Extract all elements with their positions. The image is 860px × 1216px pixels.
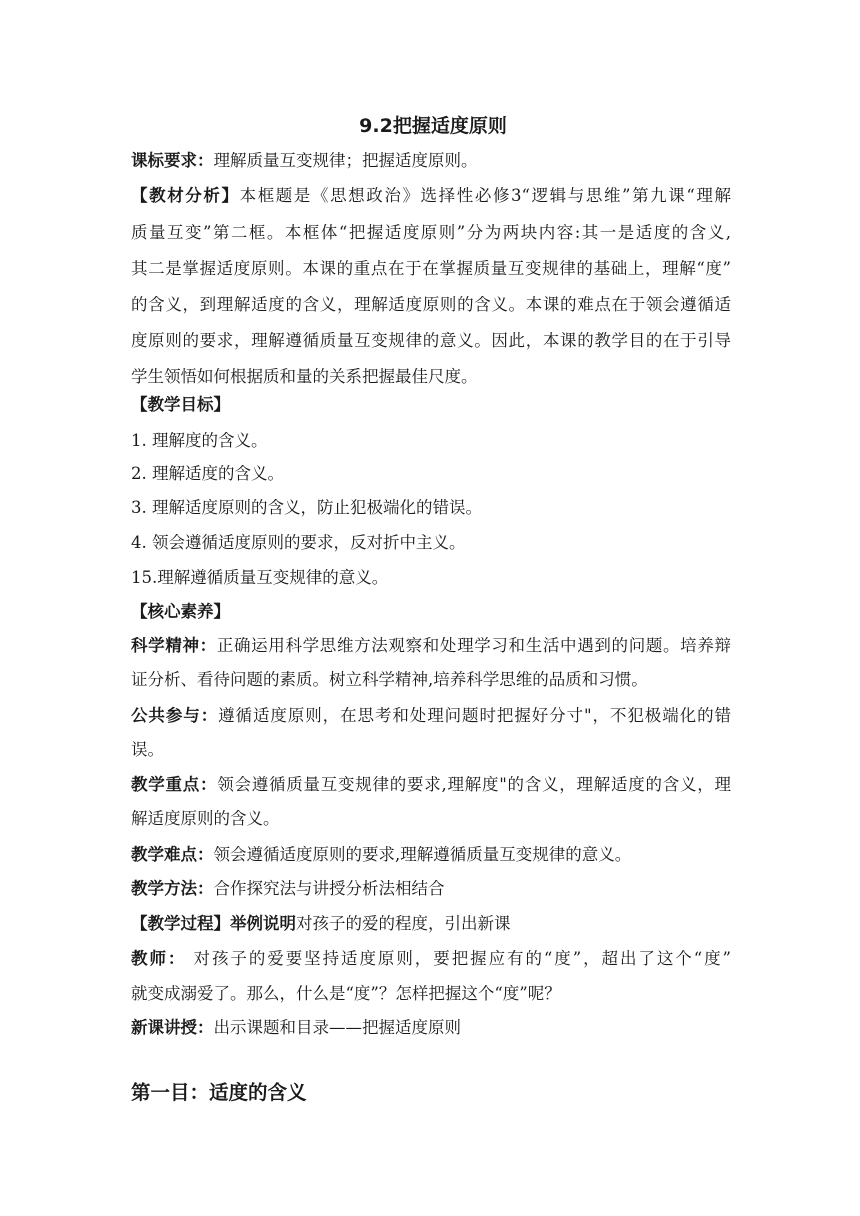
difficulty-line (131, 844, 731, 866)
curriculum-line (131, 150, 731, 172)
analysis-line-6: 学生领悟如何根据质和量的关系把握最佳尺度。 (131, 367, 478, 386)
teacher-line-2: 就变成溺爱了。那么，什么是“度”？怎样把握这个“度”呢？ (131, 984, 561, 1003)
document-title: 9.2把握适度原则 (359, 115, 507, 137)
analysis-label: 【教材分析】 (131, 186, 240, 205)
objective-item: 15.理解遵循质量互变规律的意义。 (131, 568, 389, 587)
new-lesson-line (131, 1017, 731, 1039)
science-line-1 (131, 635, 731, 657)
curriculum-text: 理解质量互变规律；把握适度原则。 (213, 151, 478, 170)
method-text: 合作探究法与讲授分析法相结合 (213, 879, 445, 898)
analysis-line-3: 其二是掌握适度原则。本课的重点在于在掌握质量互变规律的基础上，理解“度” (131, 259, 731, 278)
teacher-line-1 (131, 948, 731, 970)
method-label: 教学方法： (131, 879, 214, 898)
focus-text-1: 领会遵循质量互变规律的要求,理解度"的含义，理解适度的含义，理 (217, 775, 732, 794)
public-line-1 (131, 705, 731, 727)
science-line-2: 证分析、看待问题的素质。树立科学精神,培养科学思维的品质和习惯。 (131, 670, 648, 689)
method-line (131, 878, 731, 900)
process-text: 对孩子的爱的程度，引出新课 (296, 914, 511, 933)
objective-item: 4. 领会遵循适度原则的要求，反对折中主义。 (131, 533, 466, 552)
difficulty-text: 领会遵循适度原则的要求,理解遵循质量互变规律的意义。 (213, 845, 632, 864)
difficulty-label: 教学难点： (131, 845, 214, 864)
process-label: 【教学过程】 (131, 914, 230, 933)
teacher-label: 教师： (131, 949, 187, 968)
analysis-line-4: 的含义，到理解适度的含义，理解适度原则的含义。本课的难点在于领会遵循适 (131, 295, 731, 314)
science-label: 科学精神： (131, 636, 217, 655)
public-line-2: 误。 (131, 740, 164, 759)
objective-item: 3. 理解适度原则的含义，防止犯极端化的错误。 (131, 498, 482, 517)
objective-item: 2. 理解适度的含义。 (131, 464, 284, 483)
literacy-heading: 【核心素养】 (131, 602, 230, 621)
objectives-heading: 【教学目标】 (131, 395, 230, 414)
process-line (131, 913, 731, 935)
analysis-line-5: 度原则的要求，理解遵循质量互变规律的意义。因此，本课的教学目的在于引导 (131, 331, 731, 350)
new-lesson-label: 新课讲授： (131, 1018, 214, 1037)
focus-line-1 (131, 774, 731, 796)
objective-item: 1. 理解度的含义。 (131, 431, 268, 450)
curriculum-label: 课标要求： (131, 151, 214, 170)
public-label: 公共参与： (131, 706, 219, 725)
focus-label: 教学重点： (131, 775, 218, 794)
analysis-text-1: 本框题是《思想政治》选择性必修3“逻辑与思维”第九课“理解 (239, 186, 732, 205)
analysis-line-1 (131, 185, 731, 207)
teacher-text-1: 对孩子的爱要坚持适度原则，要把握应有的“度”，超出了这个“度” (186, 949, 731, 968)
focus-line-2: 解适度原则的含义。 (131, 809, 280, 828)
section-heading: 第一目：适度的含义 (131, 1081, 307, 1104)
public-text-1: 遵循适度原则，在思考和处理问题时把握好分寸"，不犯极端化的错 (218, 706, 732, 725)
new-lesson-text: 出示课题和目录——把握适度原则 (213, 1018, 461, 1037)
process-bold: 举例说明 (230, 914, 296, 933)
science-text-1: 正确运用科学思维方法观察和处理学习和生活中遇到的问题。培养辩 (216, 636, 732, 655)
analysis-line-2: 质量互变”第二框。本框体“把握适度原则”分为两块内容:其一是适度的含义, (131, 223, 731, 242)
